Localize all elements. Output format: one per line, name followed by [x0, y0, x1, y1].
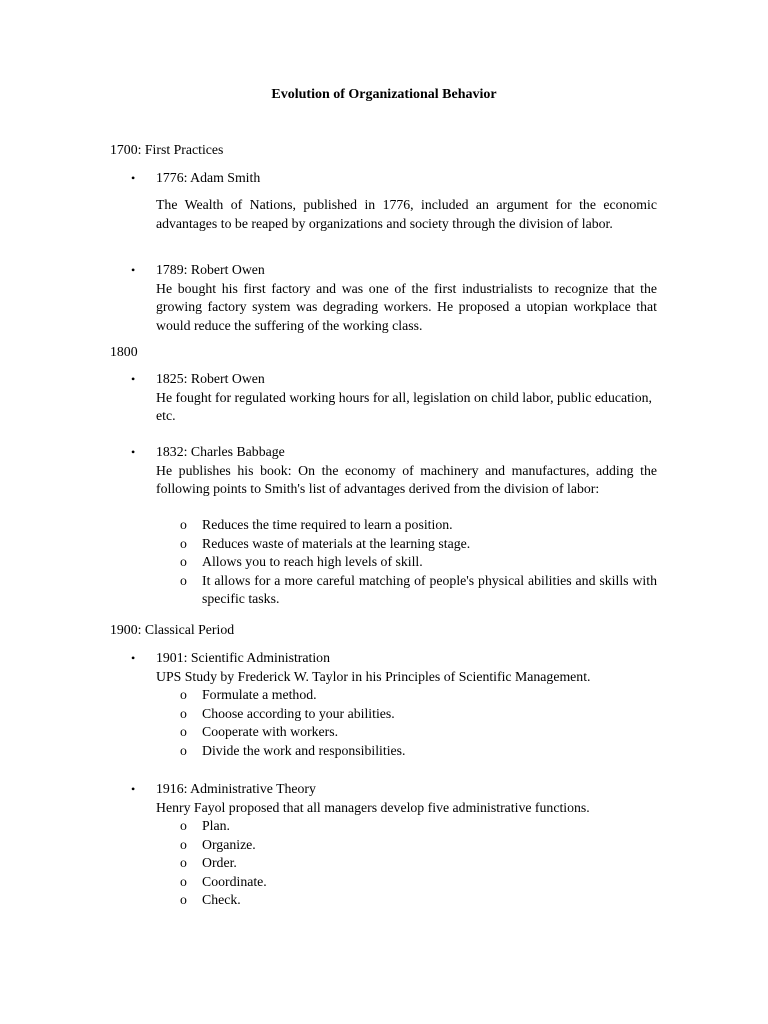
- sub-list-item: o Divide the work and responsibilities.: [156, 742, 657, 761]
- circle-marker: o: [180, 535, 187, 551]
- sub-list-item: o Organize.: [156, 836, 657, 855]
- item-text: He fought for regulated working hours for all, legislation on child labor, public education, etc.: [156, 389, 653, 424]
- bullet-marker: •: [131, 445, 136, 459]
- sub-list-item: o Plan.: [156, 817, 657, 836]
- item-label: 1789: Robert Owen: [156, 262, 265, 277]
- list-item-adam-smith: [156, 169, 657, 188]
- item-label: 1776: Adam Smith: [156, 170, 261, 185]
- sub-list-item: o Cooperate with workers.: [156, 723, 657, 742]
- sub-list-item: o Check.: [156, 891, 657, 910]
- circle-marker: o: [180, 554, 187, 570]
- list-item-administrative-theory: [156, 780, 657, 817]
- bullet-marker: •: [131, 171, 136, 185]
- circle-marker: o: [180, 742, 187, 758]
- sub-list-item: o Reduces waste of materials at the learning stage.: [156, 535, 657, 554]
- circle-marker: o: [180, 892, 187, 908]
- document-title: Evolution of Organizational Behavior: [271, 87, 497, 102]
- item-label: 1916: Administrative Theory: [156, 781, 316, 796]
- section-heading-1700: 1700: First Practices: [110, 142, 224, 157]
- section-heading-1900: 1900: Classical Period: [110, 622, 235, 637]
- list-item-robert-owen-1825: [156, 370, 657, 426]
- item-text: He publishes his book: On the economy of machinery and manufactures, adding the following points to Smith's list of advantages derived from the division of labor:: [156, 462, 657, 497]
- paragraph-adam-smith: [156, 196, 657, 233]
- circle-marker: o: [180, 836, 187, 852]
- sub-list-item: o Order.: [156, 854, 657, 873]
- bullet-marker: •: [131, 372, 136, 386]
- item-text: UPS Study by Frederick W. Taylor in his Principles of Scientific Management.: [156, 668, 591, 684]
- circle-marker: o: [180, 705, 187, 721]
- circle-marker: o: [180, 855, 187, 871]
- bullet-marker: •: [131, 263, 136, 277]
- sublist-taylor: [156, 686, 657, 760]
- sublist-babbage: [156, 516, 657, 609]
- section-heading-1800: 1800: [110, 344, 138, 359]
- sub-list-item: o Coordinate.: [156, 873, 657, 892]
- sub-list-item: o It allows for a more careful matching of people's physical abilities and skills with specific tasks.: [180, 572, 657, 607]
- circle-marker: o: [180, 572, 187, 588]
- circle-marker: o: [180, 818, 187, 833]
- circle-marker: o: [180, 687, 187, 702]
- circle-marker: o: [180, 724, 187, 740]
- sublist-fayol: [156, 817, 657, 910]
- bullet-marker: •: [131, 782, 136, 796]
- sub-list-item: o Choose according to your abilities.: [156, 705, 657, 724]
- item-label: 1825: Robert Owen: [156, 371, 265, 386]
- item-label: 1832: Charles Babbage: [156, 444, 285, 459]
- circle-marker: o: [180, 873, 187, 889]
- sub-list-item: o Formulate a method.: [156, 686, 657, 705]
- item-text: Henry Fayol proposed that all managers develop five administrative functions.: [156, 799, 590, 815]
- item-label: 1901: Scientific Administration: [156, 650, 330, 665]
- item-text: The Wealth of Nations, published in 1776, included an argument for the economic advantages to be reaped by organizations and society through the division of labor.: [156, 197, 657, 231]
- list-item-charles-babbage: [156, 443, 657, 499]
- sub-list-item: o Reduces the time required to learn a position.: [156, 516, 657, 535]
- circle-marker: o: [180, 517, 187, 532]
- item-text: He bought his first factory and was one of the first industrialists to recognize that the growing factory system was degrading workers. He proposed a utopian workplace that would reduce the suffering of the working class.: [156, 280, 657, 333]
- bullet-marker: •: [131, 651, 136, 665]
- list-item-robert-owen-1789: [156, 261, 657, 335]
- list-item-scientific-administration: [156, 649, 657, 686]
- sub-list-item: o Allows you to reach high levels of skill.: [156, 553, 657, 572]
